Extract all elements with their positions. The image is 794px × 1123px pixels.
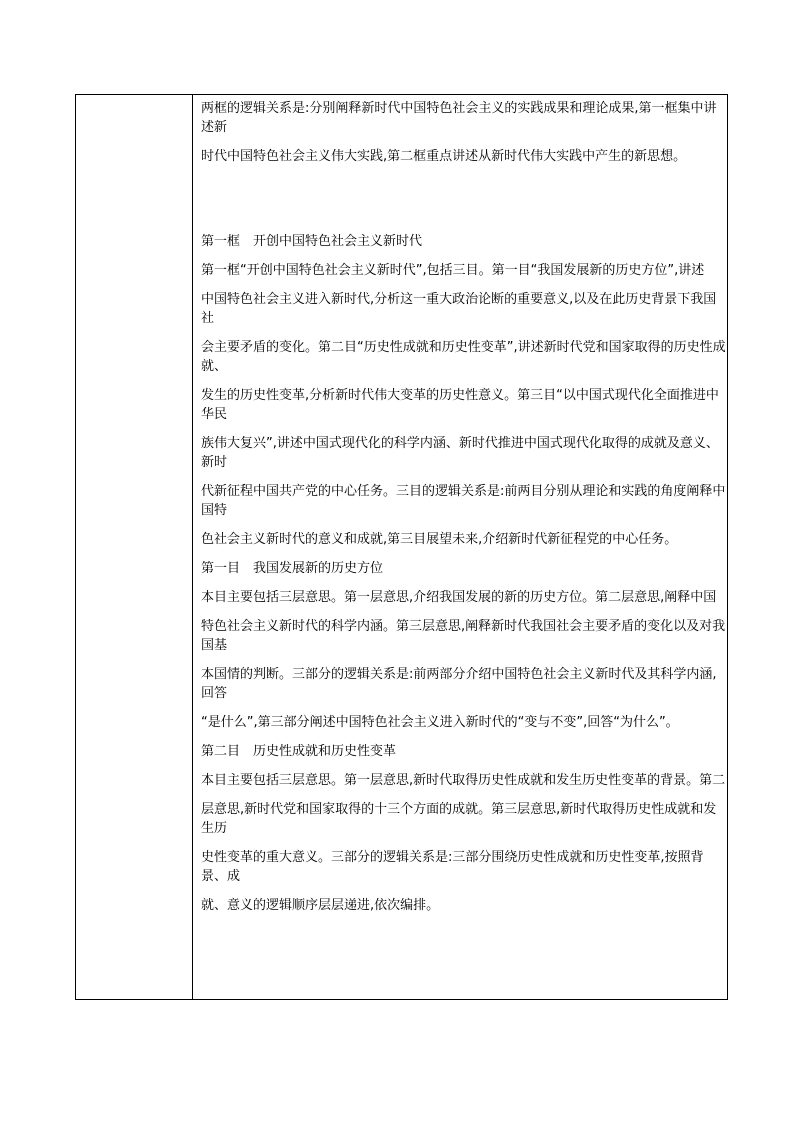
paragraph: 史性变革的重大意义。三部分的逻辑关系是:三部分围绕历史性成就和历史性变革,按照背景、成 bbox=[201, 850, 704, 884]
section-heading: 第一框 开创中国特色社会主义新时代 bbox=[201, 234, 423, 249]
paragraph: 层意思,新时代党和国家取得的十三个方面的成就。第三层意思,新时代取得历史性成就和发生历 bbox=[201, 802, 717, 836]
table-right-cell bbox=[193, 95, 727, 999]
paragraph: 色社会主义新时代的意义和成就,第三目展望未来,介绍新时代新征程党的中心任务。 bbox=[201, 532, 678, 547]
table-left-cell bbox=[76, 95, 193, 999]
document-table bbox=[75, 94, 728, 1000]
blank-space bbox=[201, 176, 721, 232]
section-heading: 第二目 历史性成就和历史性变革 bbox=[201, 744, 397, 759]
paragraph: 本国情的判断。三部分的逻辑关系是:前两部分介绍中国特色社会主义新时代及其科学内涵,回答 bbox=[201, 667, 717, 701]
paragraph: 就、意义的逻辑顺序层层递进,依次编排。 bbox=[201, 898, 440, 913]
paragraph: 两框的逻辑关系是:分别阐释新时代中国特色社会主义的实践成果和理论成果,第一框集中讲述新 bbox=[201, 101, 717, 135]
paragraph: “是什么”,第三部分阐述中国特色社会主义进入新时代的“变与不变”,回答“为什么”。 bbox=[201, 715, 679, 730]
paragraph: 时代中国特色社会主义伟大实践,第二框重点讲述从新时代伟大实践中产生的新思想。 bbox=[201, 149, 687, 164]
paragraph: 代新征程中国共产党的中心任务。三目的逻辑关系是:前两目分别从理论和实践的角度阐释中国特 bbox=[201, 484, 726, 518]
paragraph: 本目主要包括三层意思。第一层意思,介绍我国发展的新的历史方位。第二层意思,阐释中国 bbox=[201, 590, 717, 605]
paragraph: 会主要矛盾的变化。第二目“历史性成就和历史性变革”,讲述新时代党和国家取得的历史性成就、 bbox=[201, 340, 726, 374]
paragraph: 特色社会主义新时代的科学内涵。第三层意思,阐释新时代我国社会主要矛盾的变化以及对我国基 bbox=[201, 619, 726, 653]
paragraph: 本目主要包括三层意思。第一层意思,新时代取得历史性成就和发生历史性变革的背景。第二 bbox=[201, 773, 726, 788]
paragraph: 中国特色社会主义进入新时代,分析这一重大政治论断的重要意义,以及在此历史背景下我国社 bbox=[201, 292, 717, 326]
section-heading: 第一目 我国发展新的历史方位 bbox=[201, 561, 384, 576]
paragraph: 发生的历史性变革,分析新时代伟大变革的历史性意义。第三目“以中国式现代化全面推进中华民 bbox=[201, 388, 719, 422]
paragraph: 第一框“开创中国特色社会主义新时代”,包括三目。第一目“我国发展新的历史方位”,讲述 bbox=[201, 263, 705, 278]
paragraph: 族伟大复兴”,讲述中国式现代化的科学内涵、新时代推进中国式现代化取得的成就及意义、新时 bbox=[201, 436, 719, 470]
